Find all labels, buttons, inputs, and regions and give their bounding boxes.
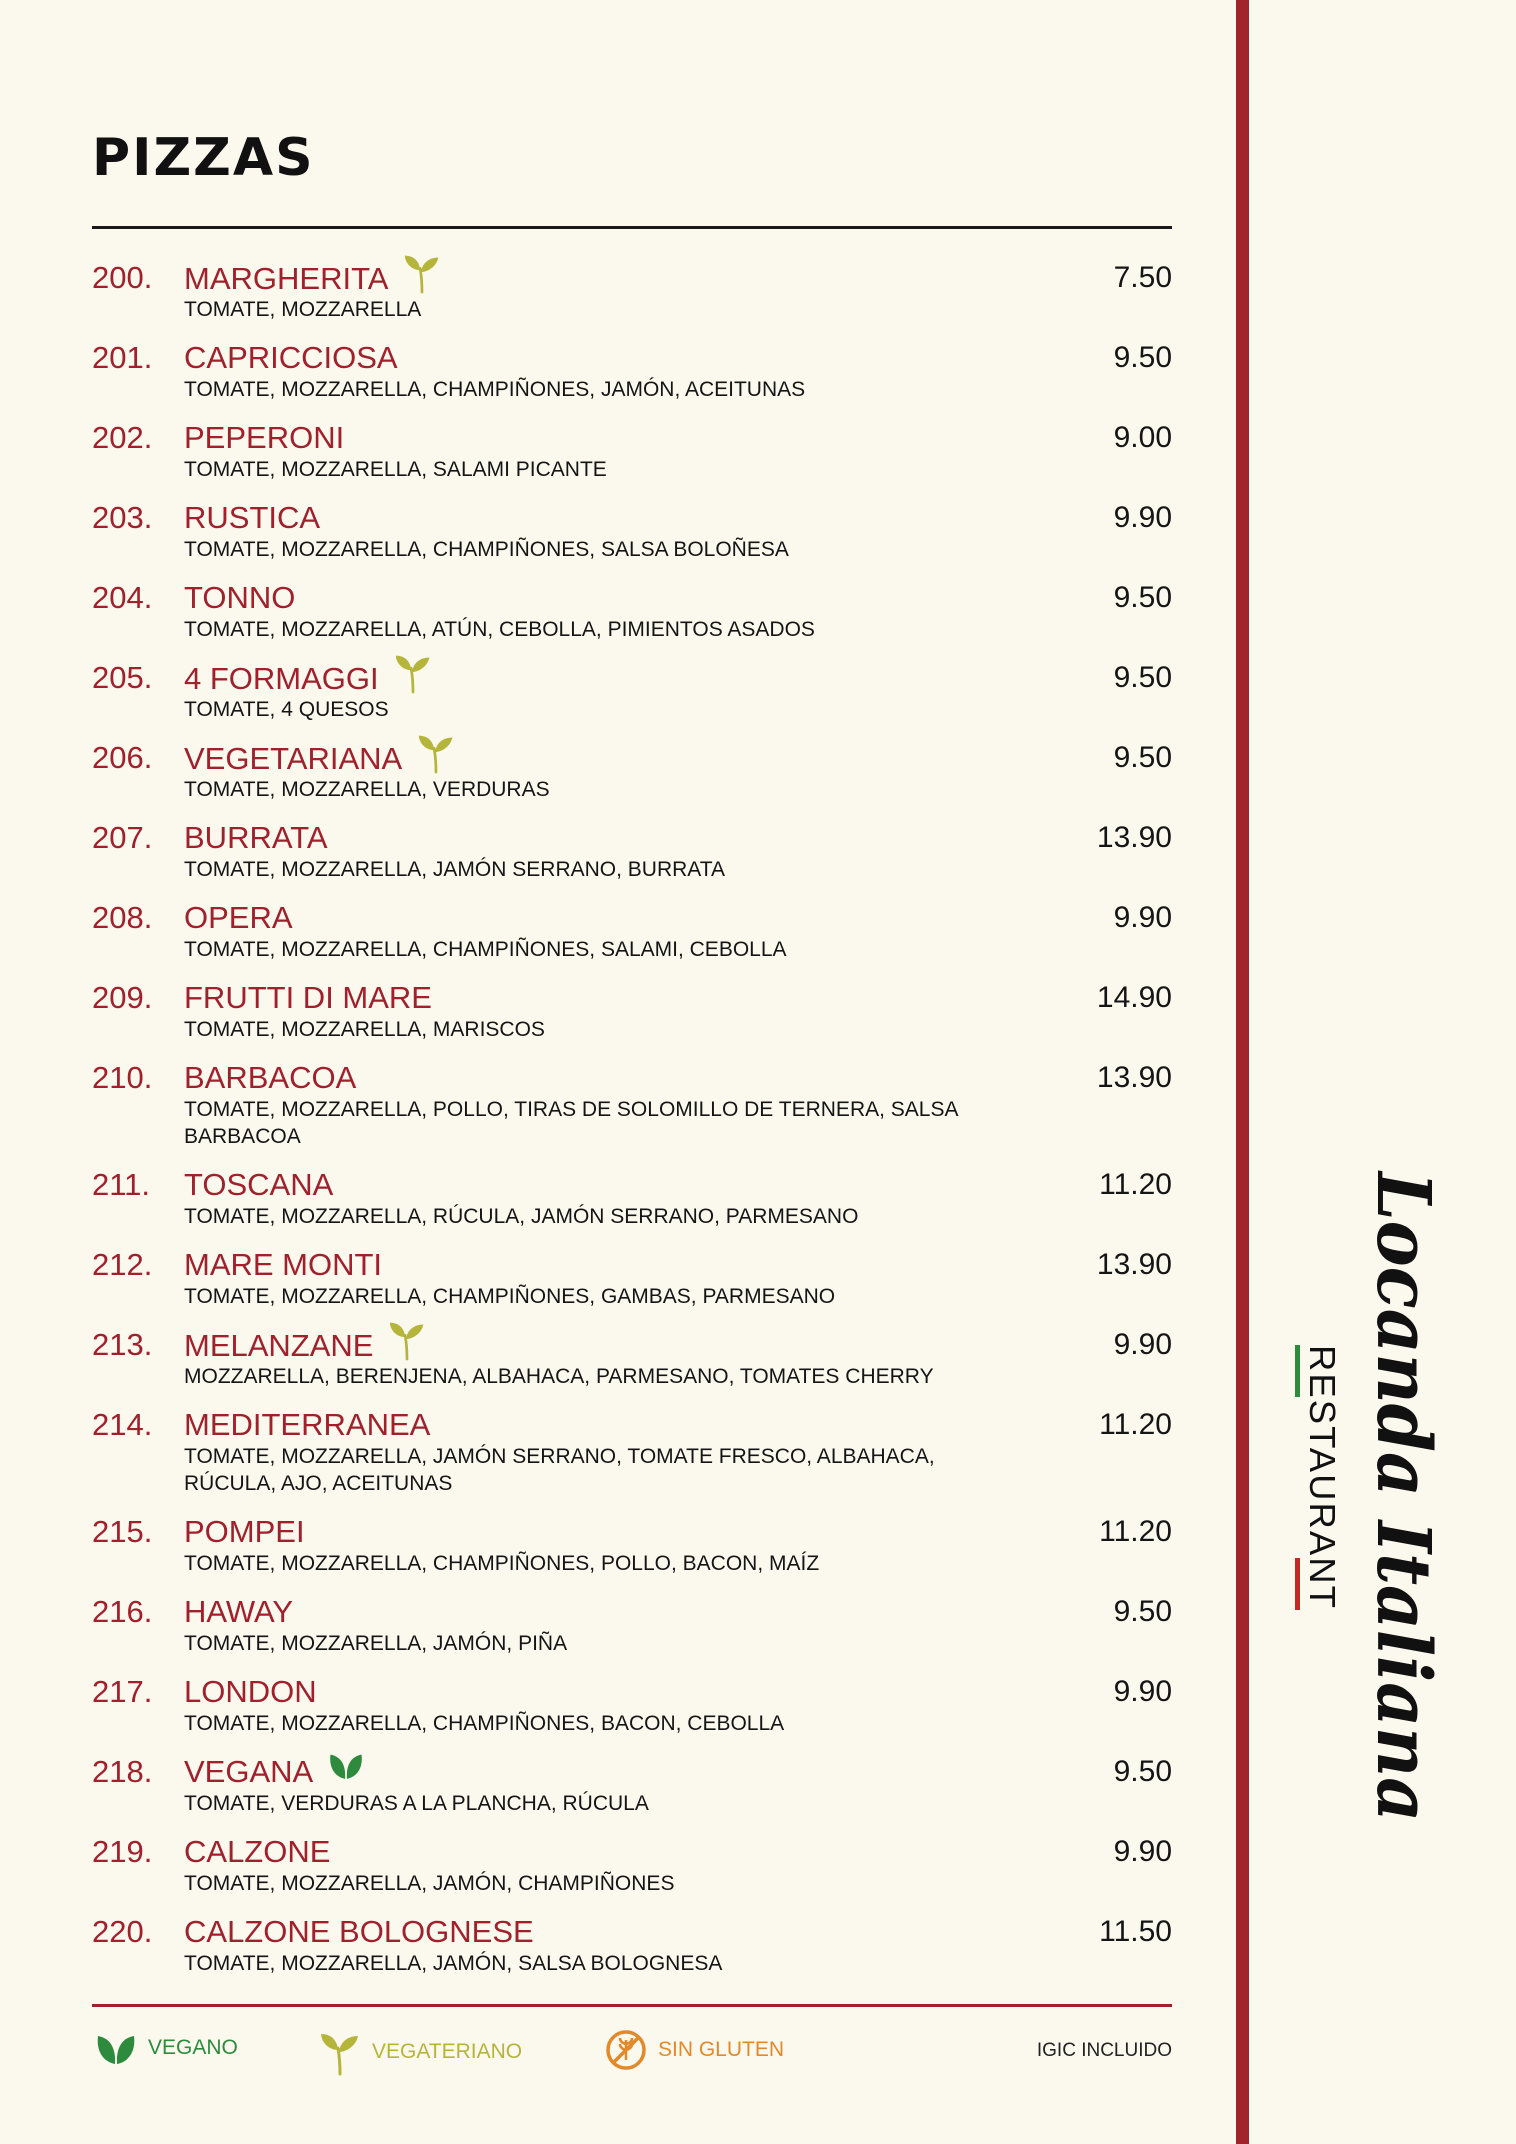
item-name — [184, 1912, 534, 1952]
item-name — [184, 1512, 305, 1552]
item-number: 209. — [92, 980, 153, 1015]
item-number: 212. — [92, 1247, 153, 1282]
item-number: 207. — [92, 820, 153, 855]
item-name-text: FRUTTI DI MARE — [184, 980, 432, 1015]
menu-items-list — [92, 258, 1172, 1992]
menu-item — [92, 578, 1172, 658]
item-price: 13.90 — [1096, 1061, 1172, 1094]
menu-item — [92, 258, 1172, 338]
item-number: 213. — [92, 1327, 153, 1362]
item-price: 9.90 — [1113, 1835, 1172, 1868]
item-name-text: MARGHERITA — [184, 261, 389, 297]
item-price: 9.90 — [1113, 1328, 1172, 1361]
item-description: TOMATE, MOZZARELLA, POLLO, TIRAS DE SOLOMILLO DE TERNERA, SALSA BARBACOA — [184, 1098, 958, 1148]
menu-item — [92, 1832, 1172, 1912]
item-name-text: OPERA — [184, 900, 293, 935]
menu-item — [92, 1512, 1172, 1592]
item-name-text: PEPERONI — [184, 420, 345, 455]
item-description: TOMATE, MOZZARELLA, ATÚN, CEBOLLA, PIMIENTOS ASADOS — [184, 618, 815, 641]
menu-item — [92, 1245, 1172, 1325]
item-name-text: RUSTICA — [184, 500, 321, 535]
item-price: 9.50 — [1113, 741, 1172, 774]
top-divider — [92, 226, 1172, 229]
item-description: MOZZARELLA, BERENJENA, ALBAHACA, PARMESANO, TOMATES CHERRY — [184, 1365, 934, 1388]
item-name-text: 4 FORMAGGI — [184, 661, 379, 697]
item-price: 9.50 — [1113, 581, 1172, 614]
item-description: TOMATE, MOZZARELLA — [184, 298, 422, 321]
menu-item — [92, 818, 1172, 898]
item-price: 9.90 — [1113, 1675, 1172, 1708]
menu-item — [92, 498, 1172, 578]
item-number: 217. — [92, 1674, 153, 1709]
item-description: TOMATE, MOZZARELLA, CHAMPIÑONES, BACON, CEBOLLA — [184, 1712, 785, 1735]
menu-item — [92, 658, 1172, 738]
menu-item — [92, 1592, 1172, 1672]
legend — [92, 2028, 1172, 2078]
item-description: TOMATE, MOZZARELLA, RÚCULA, JAMÓN SERRANO, PARMESANO — [184, 1205, 859, 1228]
item-description: TOMATE, MOZZARELLA, JAMÓN SERRANO, BURRATA — [184, 858, 726, 881]
item-price: 7.50 — [1113, 261, 1172, 294]
item-number: 204. — [92, 580, 153, 615]
item-description: TOMATE, MOZZARELLA, CHAMPIÑONES, JAMÓN, ACEITUNAS — [184, 378, 806, 401]
item-number: 216. — [92, 1594, 153, 1629]
menu-item — [92, 1672, 1172, 1752]
item-price: 13.90 — [1096, 821, 1172, 854]
item-price: 9.50 — [1113, 1755, 1172, 1788]
menu-item — [92, 1912, 1172, 1992]
item-price: 9.50 — [1113, 1595, 1172, 1628]
flag-green-stripe — [1295, 1345, 1300, 1397]
item-number: 201. — [92, 340, 153, 375]
item-number: 203. — [92, 500, 153, 535]
tax-note: IGIC INCLUIDO — [1036, 2040, 1172, 2061]
item-number: 218. — [92, 1754, 153, 1789]
item-name-text: VEGANA — [184, 1754, 314, 1789]
menu-item — [92, 1058, 1172, 1165]
item-description: TOMATE, MOZZARELLA, CHAMPIÑONES, SALSA BOLOÑESA — [184, 538, 789, 561]
item-description: TOMATE, MOZZARELLA, CHAMPIÑONES, GAMBAS, PARMESANO — [184, 1285, 836, 1308]
item-description: TOMATE, MOZZARELLA, MARISCOS — [184, 1018, 545, 1041]
menu-item — [92, 1405, 1172, 1512]
item-name-text: CAPRICCIOSA — [184, 340, 398, 375]
bottom-divider — [92, 2004, 1172, 2007]
item-number: 215. — [92, 1514, 153, 1549]
item-price: 9.50 — [1113, 341, 1172, 374]
item-description: TOMATE, MOZZARELLA, VERDURAS — [184, 778, 550, 801]
item-name — [184, 978, 432, 1018]
legend-vegan-label: VEGANO — [148, 2036, 238, 2059]
item-number: 211. — [92, 1167, 151, 1202]
menu-item — [92, 338, 1172, 418]
item-name — [184, 418, 344, 458]
item-price: 9.00 — [1113, 421, 1172, 454]
item-description: TOMATE, MOZZARELLA, JAMÓN, CHAMPIÑONES — [184, 1872, 675, 1895]
item-name — [184, 818, 328, 858]
menu-item — [92, 978, 1172, 1058]
decorative-red-bar — [1236, 0, 1249, 2144]
item-price: 11.50 — [1099, 1915, 1172, 1948]
item-name-text: HAWAY — [184, 1594, 294, 1629]
item-description: TOMATE, MOZZARELLA, CHAMPIÑONES, POLLO, BACON, MAÍZ — [184, 1552, 820, 1575]
item-description: TOMATE, 4 QUESOS — [184, 698, 389, 721]
item-description: TOMATE, MOZZARELLA, JAMÓN, PIÑA — [184, 1632, 568, 1655]
item-price: 11.20 — [1099, 1408, 1172, 1441]
item-name — [184, 1672, 317, 1712]
menu-item — [92, 1165, 1172, 1245]
item-name-text: LONDON — [184, 1674, 317, 1709]
item-price: 9.90 — [1113, 501, 1172, 534]
item-name — [184, 1832, 330, 1872]
vegetarian-icon — [318, 2028, 362, 2076]
item-name-text: MEDITERRANEA — [184, 1407, 431, 1442]
item-number: 200. — [92, 260, 153, 295]
item-name-text: BURRATA — [184, 820, 328, 855]
item-number: 219. — [92, 1834, 153, 1869]
item-name-text: CALZONE BOLOGNESE — [184, 1914, 534, 1949]
vegan-icon — [94, 2028, 138, 2068]
item-number: 210. — [92, 1060, 153, 1095]
menu-item — [92, 738, 1172, 818]
menu-item — [92, 1752, 1172, 1832]
item-price: 13.90 — [1096, 1248, 1172, 1281]
item-number: 205. — [92, 660, 153, 695]
item-description: TOMATE, MOZZARELLA, JAMÓN SERRANO, TOMATE FRESCO, ALBAHACA, RÚCULA, AJO, ACEITUNAS — [184, 1445, 935, 1495]
item-name — [184, 1752, 365, 1793]
item-number: 208. — [92, 900, 153, 935]
item-description: TOMATE, MOZZARELLA, JAMÓN, SALSA BOLOGNESA — [184, 1952, 723, 1975]
item-description: TOMATE, MOZZARELLA, CHAMPIÑONES, SALAMI, CEBOLLA — [184, 938, 787, 961]
item-name — [184, 1245, 382, 1285]
item-price: 11.20 — [1099, 1515, 1172, 1548]
item-name-text: POMPEI — [184, 1514, 305, 1549]
item-name — [184, 578, 295, 618]
item-name — [184, 1592, 293, 1632]
legend-vegetarian — [318, 2028, 522, 2076]
menu-item — [92, 898, 1172, 978]
item-name-text: BARBACOA — [184, 1060, 357, 1095]
menu-item — [92, 418, 1172, 498]
item-number: 202. — [92, 420, 153, 455]
gluten-free-icon — [604, 2028, 648, 2072]
item-description: TOMATE, VERDURAS A LA PLANCHA, RÚCULA — [184, 1792, 649, 1815]
brand-name: Locanda Italiana — [1360, 1172, 1446, 1869]
item-name — [184, 1405, 430, 1445]
legend-vegan — [94, 2028, 238, 2068]
item-name — [184, 498, 320, 538]
item-name — [184, 338, 398, 378]
legend-vegetarian-label: VEGATERIANO — [372, 2040, 523, 2063]
item-price: 9.50 — [1113, 661, 1172, 694]
item-description: TOMATE, MOZZARELLA, SALAMI PICANTE — [184, 458, 607, 481]
item-name-text: MARE MONTI — [184, 1247, 383, 1282]
item-name-text: TOSCANA — [184, 1167, 334, 1202]
item-price: 11.20 — [1099, 1168, 1172, 1201]
menu-item — [92, 1325, 1172, 1405]
item-name-text: CALZONE — [184, 1834, 331, 1869]
item-name-text: MELANZANE — [184, 1328, 374, 1364]
brand-subtitle: RESTAURANT — [1302, 1345, 1343, 1607]
item-number: 206. — [92, 740, 153, 775]
item-price: 9.90 — [1113, 901, 1172, 934]
vegan-icon — [327, 1747, 365, 1793]
item-name — [184, 1058, 356, 1098]
brand-logo — [1290, 1170, 1446, 1869]
legend-gluten-free — [604, 2028, 784, 2072]
page-title: PIZZAS — [92, 128, 315, 188]
item-name — [184, 1165, 333, 1205]
flag-red-stripe — [1295, 1558, 1300, 1610]
item-name-text: TONNO — [184, 580, 296, 615]
item-number: 214. — [92, 1407, 153, 1442]
item-name — [184, 898, 293, 938]
legend-gluten-free-label: SIN GLUTEN — [658, 2038, 785, 2061]
item-name-text: VEGETARIANA — [184, 741, 403, 777]
item-price: 14.90 — [1096, 981, 1172, 1014]
item-number: 220. — [92, 1914, 153, 1949]
